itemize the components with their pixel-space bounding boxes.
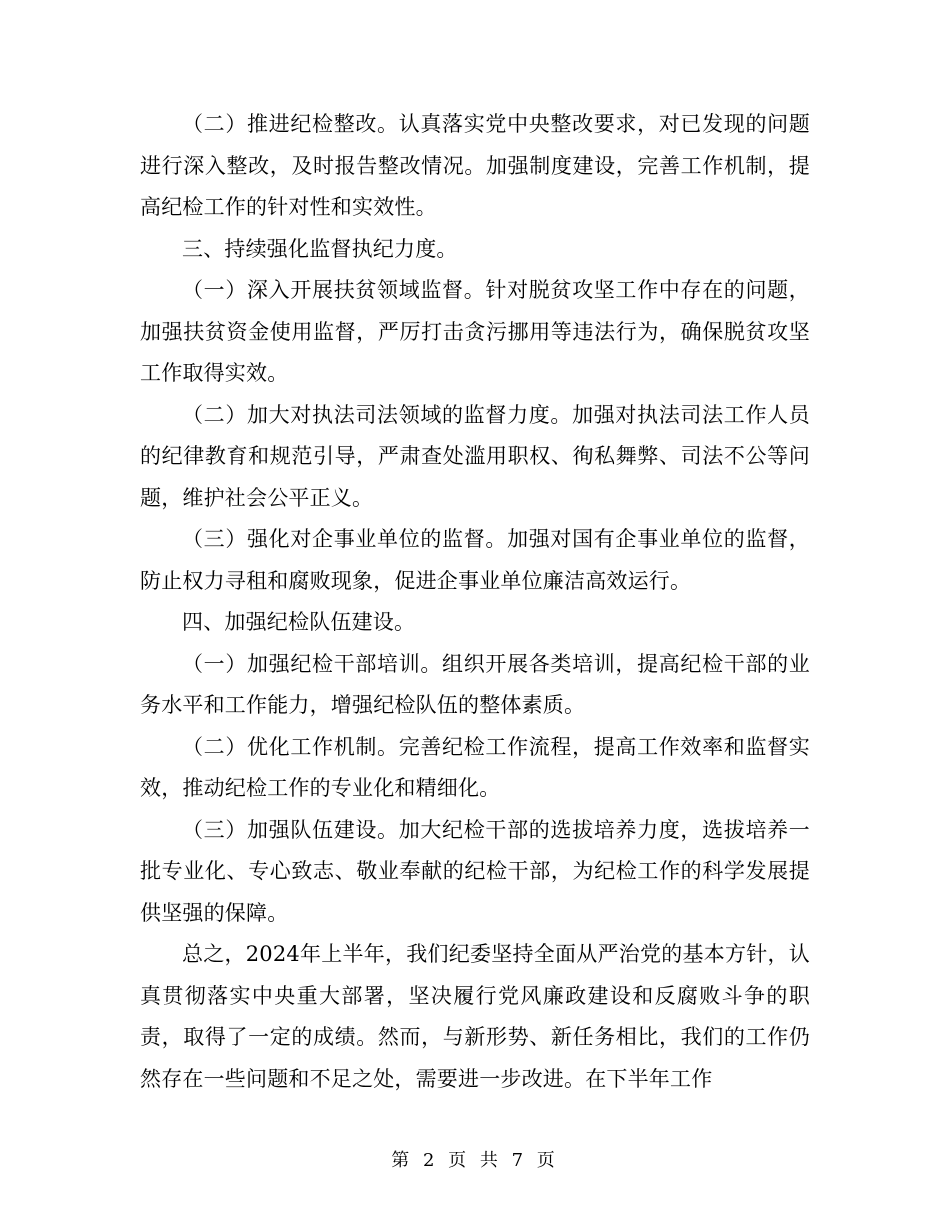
document-body xyxy=(140,104,810,1100)
paragraph-enterprise-supervision: （三）强化对企事业单位的监督。加强对国有企事业单位的监督，防止权力寻租和腐败现象，促进企事业单位廉洁高效运行。 xyxy=(140,527,810,593)
paragraph-cadre-training: （一）加强纪检干部培训。组织开展各类培训，提高纪检干部的业务水平和工作能力，增强纪检队伍的整体素质。 xyxy=(140,651,810,717)
section-heading-supervision: 三、持续强化监督执纪力度。 xyxy=(182,236,458,261)
paragraph-team-construction: （三）加强队伍建设。加大纪检干部的选拔培养力度，选拔培养一批专业化、专心致志、敬业奉献的纪检干部，为纪检工作的科学发展提供坚强的保障。 xyxy=(140,817,810,925)
paragraph-poverty-supervision: （一）深入开展扶贫领域监督。针对脱贫攻坚工作中存在的问题，加强扶贫资金使用监督，严厉打击贪污挪用等违法行为，确保脱贫攻坚工作取得实效。 xyxy=(140,278,810,385)
paragraph-summary: 总之，2024年上半年，我们纪委坚持全面从严治党的基本方针，认真贯彻落实中央重大部署，坚决履行党风廉政建设和反腐败斗争的职责，取得了一定的成绩。然而，与新形势、新任务相比，我们的工作仍然存在一些问题和不足之处，需要进一步改进。在下半年工作 xyxy=(140,942,810,1091)
paragraph-rectification: （二）推进纪检整改。认真落实党中央整改要求，对已发现的问题进行深入整改，及时报告整改情况。加强制度建设，完善工作机制，提高纪检工作的针对性和实效性。 xyxy=(140,112,810,219)
section-heading-team-building: 四、加强纪检队伍建设。 xyxy=(182,610,416,634)
paragraph-judicial-supervision: （二）加大对执法司法领域的监督力度。加强对执法司法工作人员的纪律教育和规范引导，严肃查处滥用职权、徇私舞弊、司法不公等问题，维护社会公平正义。 xyxy=(140,402,810,510)
paragraph-work-mechanism: （二）优化工作机制。完善纪检工作流程，提高工作效率和监督实效，推动纪检工作的专业化和精细化。 xyxy=(140,734,810,800)
page-number-footer: 第 2 页 共 7 页 xyxy=(391,1150,559,1171)
